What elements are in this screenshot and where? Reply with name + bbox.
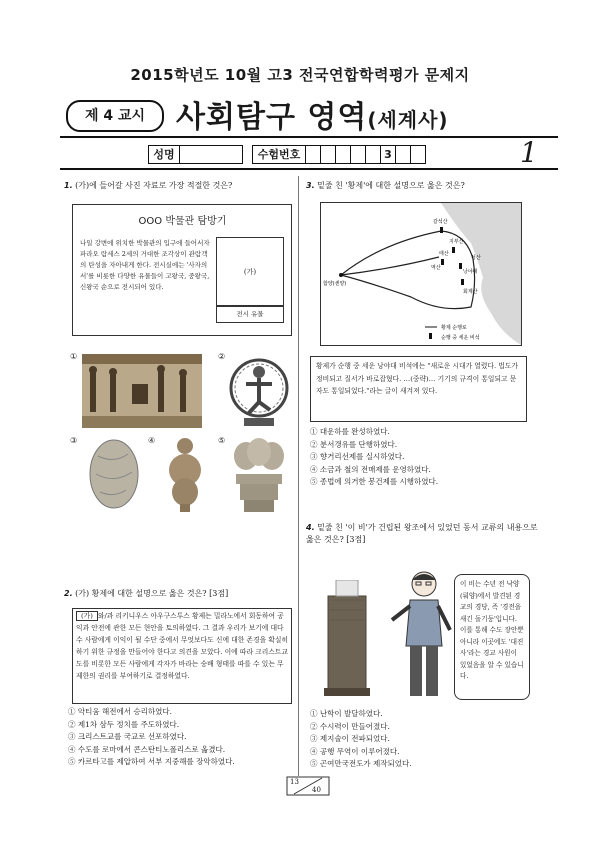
q3-map — [320, 202, 522, 346]
q4-option[interactable]: ④ 공행 무역이 이루어졌다. — [310, 746, 400, 756]
q3-number: 3. — [306, 181, 315, 190]
q3-source-text: 황제가 순행 중 세운 낭야대 비석에는 "새로운 시대가 열렸다. 법도가 정비되고 질서가 바로잡혔다. …(중략)… 기기의 규격이 통일되고 문자도 통일되었다."라는 글이 새겨져 있다. — [316, 362, 519, 395]
q1-option-3-marker[interactable]: ③ — [70, 436, 78, 445]
q3-option[interactable]: ① 대운하를 완성하였다. — [310, 427, 390, 436]
q4-options — [310, 708, 540, 771]
q1-stem-text: (가)에 들어갈 사진 자료로 가장 적절한 것은? — [75, 181, 233, 190]
q4-stem-text: 밑줄 친 '이 비'가 건립된 왕조에서 있었던 동서 교류의 내용으로 옳은 것은? [3점] — [306, 523, 538, 544]
q2-source-body: 와/과 리키니우스 아우구스투스 황제는 밀라노에서 회동하여 공익과 안전에 관한 모든 현안을 토의하였다. 그 결과 우리가 보기에 대다수 사람에게 이익이 될 수단 중에서 무엇보다도 신에 대한 존경을 확실히 하기 위한 규정을 만들어야 한다고 의견을 모았다. 이에 따라 크리스트교도를 비롯한 모든 사람에게 각자가 바라는 숭배 형태를 따를 수 있는 무제한의 권리를 부여하기로 결정하였다. — [76, 612, 289, 680]
name-blank[interactable] — [180, 146, 242, 163]
exam-number-cell[interactable] — [366, 146, 381, 163]
exam-number-field[interactable] — [252, 145, 426, 164]
q1-option-2-marker[interactable]: ② — [218, 352, 226, 361]
exam-number-cell[interactable] — [351, 146, 366, 163]
q4-speech-bubble: 이 비는 수년 전 낙양(뤄양)에서 발견된 경교의 경당, 즉 '경전을 새긴 돌기둥'입니다. 이를 통해 수도 장안뿐 아니라 이곳에도 '대진사'라는 경교 사원이 있었음을 알 수 있습니다. — [454, 574, 530, 700]
map-label: 낭야대 — [463, 269, 478, 275]
map-label: 역산 — [431, 265, 441, 271]
exam-title: 2015학년도 10월 고3 전국연합학력평가 문제지 — [130, 66, 470, 84]
name-field[interactable] — [148, 145, 243, 164]
q2-stem — [64, 588, 294, 600]
q1-box-text: 나일 강변에 위치한 박물관의 입구에 들어서자 파라오 람세스 2세의 거대한 조각상이 관람객의 탄성을 자아내게 한다. 전시실에는 '사자의 서'를 비롯한 다양한 유물들이 고왕국, 중왕국, 신왕국 순으로 전시되어 있다. — [80, 239, 210, 291]
lion-capital-image[interactable] — [228, 436, 290, 514]
q1-option-4-marker[interactable]: ④ — [148, 436, 156, 445]
map-label: 성산 — [471, 255, 481, 261]
q4-option[interactable]: ⑤ 곤여만국전도가 제작되었다. — [310, 759, 412, 768]
header-rule-top — [60, 136, 558, 138]
q1-option-1-marker[interactable]: ① — [70, 352, 78, 361]
map-label: 지부산 — [449, 239, 464, 245]
q2-option[interactable]: ⑤ 카르타고를 제압하여 서부 지중해를 장악하였다. — [68, 757, 235, 766]
legend-route: 황제 순행로 — [441, 325, 467, 331]
exam-number-cell[interactable] — [306, 146, 321, 163]
map-label: 회계산 — [463, 289, 478, 295]
exam-number-label: 수험번호 — [253, 146, 306, 163]
exam-number-cell[interactable]: 3 — [381, 146, 396, 163]
page-counter-current: 13 — [290, 778, 299, 786]
q1-option-5-marker[interactable]: ⑤ — [218, 436, 226, 445]
q3-option[interactable]: ⑤ 종법에 의거한 봉건제를 시행하였다. — [310, 477, 439, 486]
nataraja-statue-image[interactable] — [226, 350, 292, 430]
teacher-figure — [388, 566, 458, 702]
exam-number-cell[interactable] — [336, 146, 351, 163]
q3-option[interactable]: ② 분서갱유를 단행하였다. — [310, 439, 398, 449]
subject-sub: (세계사) — [367, 108, 449, 132]
subject-main: 사회탐구 영역 — [176, 100, 368, 135]
q3-option[interactable]: ③ 향거리선제를 실시하였다. — [310, 452, 405, 461]
period-badge: 제 4 교시 — [66, 100, 164, 132]
subject-title — [176, 92, 449, 136]
q2-ga-label: (가) — [76, 611, 98, 621]
page-counter-total: 40 — [312, 786, 321, 794]
q1-number: 1. — [64, 181, 73, 190]
exam-number-cell[interactable] — [321, 146, 336, 163]
map-label: 갈석산 — [433, 219, 448, 225]
page-number: 1 — [520, 136, 538, 169]
q1-ga-box: (가) — [216, 237, 284, 307]
qin-route-map — [321, 203, 521, 345]
q1-stem — [64, 180, 294, 192]
column-divider — [298, 176, 299, 776]
q2-options — [68, 706, 294, 769]
exam-number-cell[interactable] — [396, 146, 411, 163]
map-label: 태산 — [439, 251, 449, 257]
q2-stem-text: (가) 황제에 대한 설명으로 옳은 것은? [3점] — [75, 589, 229, 598]
q4-option[interactable]: ③ 제지술이 전파되었다. — [310, 734, 390, 743]
q2-option[interactable]: ① 악티움 해전에서 승리하였다. — [68, 707, 172, 716]
q2-option[interactable]: ② 제1차 삼두 정치를 주도하였다. — [68, 719, 180, 729]
header-rule-bottom — [60, 168, 558, 170]
q4-number: 4. — [306, 523, 315, 532]
exam-number-cell[interactable] — [411, 146, 425, 163]
q2-option[interactable]: ③ 크리스트교를 국교로 선포하였다. — [68, 732, 187, 741]
q4-option[interactable]: ② 수시력이 만들어졌다. — [310, 721, 390, 731]
legend-stele: 순행 중 세운 비석 — [441, 335, 480, 341]
q2-number: 2. — [64, 589, 73, 598]
q4-option[interactable]: ① 난학이 발달하였다. — [310, 709, 383, 718]
egyptian-papyrus-image[interactable] — [82, 354, 202, 428]
q3-stem-text: 밑줄 친 '황제'에 대한 설명으로 옳은 것은? — [317, 181, 465, 190]
q1-ga-caption: 전시 유물 — [216, 305, 284, 323]
nestorian-stele-image[interactable] — [318, 580, 374, 700]
q1-box-title: OOO 박물관 탐방기 — [138, 216, 227, 227]
q3-stem — [306, 180, 546, 192]
name-label: 성명 — [149, 146, 180, 163]
venus-figurine-image[interactable] — [160, 436, 210, 514]
q2-option[interactable]: ④ 수도를 로마에서 콘스탄티노폴리스로 옮겼다. — [68, 744, 226, 754]
map-label: 함양(셴양) — [323, 281, 347, 287]
q2-source-text — [76, 610, 288, 682]
q3-options — [310, 426, 540, 489]
stone-tablet-image[interactable] — [84, 436, 144, 512]
q4-stem — [306, 522, 542, 546]
q3-option[interactable]: ④ 소금과 철의 전매제를 운영하였다. — [310, 464, 431, 474]
legend-stele-marker — [429, 333, 432, 339]
